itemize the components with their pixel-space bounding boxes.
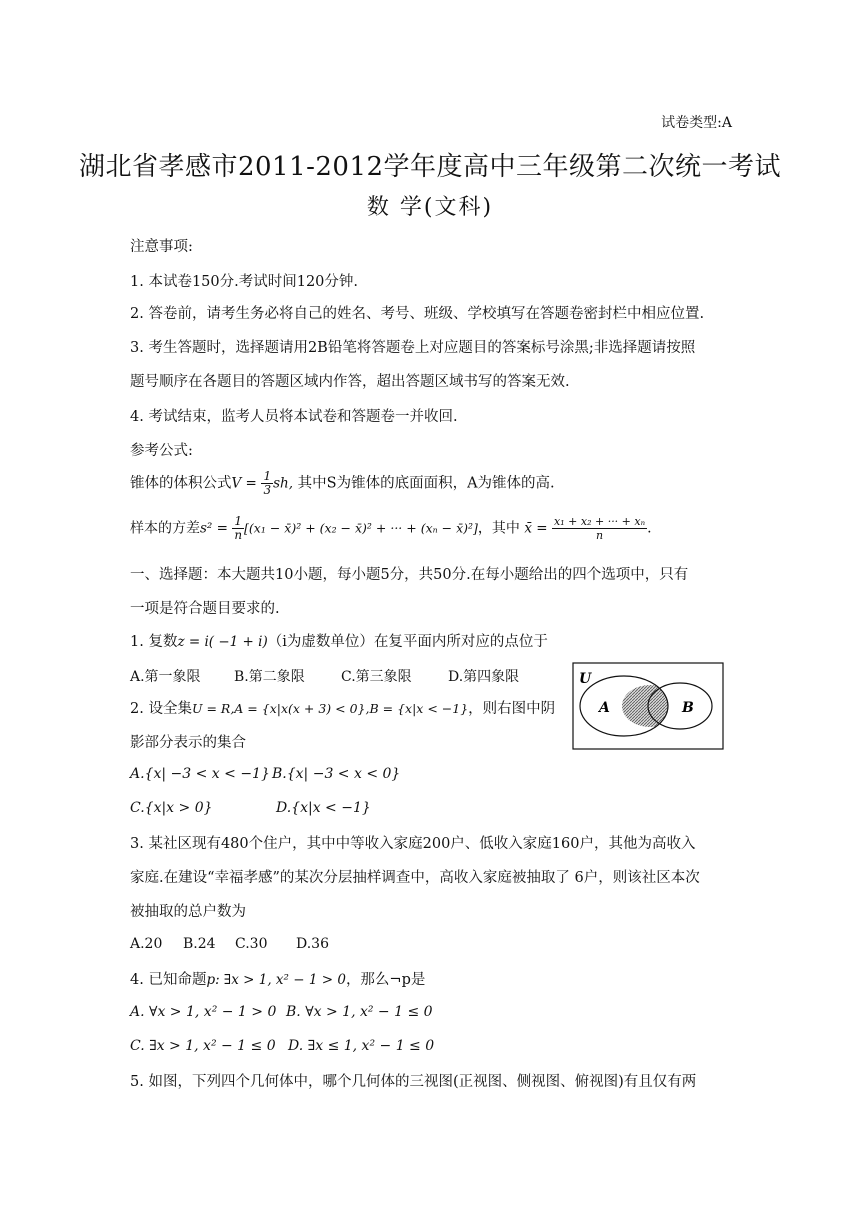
variance-formula	[130, 515, 652, 542]
q4-option-a: A. ∀x > 1, x² − 1 > 0	[130, 1004, 277, 1020]
q4-option-c: C. ∃x > 1, x² − 1 ≤ 0	[130, 1038, 276, 1054]
q1-option-c: C.第三象限	[341, 669, 412, 685]
q2-option-d: D.{x|x < −1}	[276, 800, 371, 816]
exam-subtitle: 数 学(文科)	[366, 195, 494, 220]
q4-option-d: D. ∃x ≤ 1, x² − 1 ≤ 0	[288, 1038, 435, 1054]
q1-prefix: 1. 复数	[130, 634, 178, 650]
section-intro: 一、选择题：本大题共10小题，每小题5分，共50分.在每小题给出的四个选项中，只有	[130, 567, 689, 583]
note-item: 1. 本试卷150分.考试时间120分钟.	[130, 274, 359, 290]
question-3: 被抽取的总户数为	[130, 904, 246, 920]
question-5: 5. 如图，下列四个几何体中，哪个几何体的三视图(正视图、侧视图、俯视图)有且仅有两	[130, 1074, 697, 1090]
note-item: 2. 答卷前，请考生务必将自己的姓名、考号、班级、学校填写在答题卷密封栏中相应位置.	[130, 306, 705, 322]
question-3: 3. 某社区现有480个住户，其中中等收入家庭200户、低收入家庭160户，其他为高收入	[130, 836, 696, 852]
question-2-line2: 影部分表示的集合	[130, 735, 246, 751]
mean-fraction	[552, 515, 647, 542]
q1-option-b: B.第二象限	[234, 669, 305, 685]
q2-suffix: ，则右图中阴	[468, 701, 556, 717]
q2-prefix: 2. 设全集	[130, 701, 192, 717]
paper-type: 试卷类型:A	[661, 115, 732, 131]
q2-option-a: A.{x| −3 < x < −1}	[130, 766, 270, 782]
variance-end: .	[647, 520, 652, 537]
q3-option-b: B.24	[183, 936, 216, 952]
mean-lhs: x̄ =	[524, 520, 548, 537]
q2-option-b: B.{x| −3 < x < 0}	[272, 766, 401, 782]
cone-fraction	[261, 470, 273, 497]
notes-heading: 注意事项:	[130, 239, 193, 255]
note-item: 4. 考试结束，监考人员将本试卷和答题卷一并收回.	[130, 409, 458, 425]
mean-denominator: n	[596, 529, 604, 542]
q3-option-a: A.20	[130, 936, 163, 952]
q4-expression: p: ∃x > 1, x² − 1 > 0	[206, 972, 346, 988]
venn-diagram	[572, 662, 724, 750]
q1-expression: z = i( −1 + i)	[177, 634, 268, 650]
q1-option-a: A.第一象限	[130, 669, 201, 685]
cone-prefix: 锥体的体积公式	[130, 475, 232, 492]
question-4	[130, 970, 425, 990]
universe-label: U	[579, 671, 592, 687]
formulas-heading: 参考公式:	[130, 443, 193, 459]
cone-rhs: sh,	[273, 475, 294, 492]
q3-option-d: D.36	[296, 936, 329, 952]
mean-numerator: x₁ + x₂ + ··· + xₙ	[554, 515, 646, 528]
set-b-label: B	[682, 700, 694, 716]
cone-denominator: 3	[263, 483, 272, 497]
q2-expression: U = R,A = {x|x(x + 3) < 0},B = {x|x < −1}	[191, 701, 469, 716]
variance-lhs: s² =	[200, 520, 228, 537]
cone-volume-formula	[130, 470, 555, 497]
variance-mid: ，其中	[477, 520, 520, 537]
q2-option-c: C.{x|x > 0}	[130, 800, 213, 816]
cone-numerator: 1	[263, 469, 272, 483]
q3-option-c: C.30	[235, 936, 268, 952]
set-a-label: A	[599, 700, 610, 716]
exam-title: 湖北省孝感市2011-2012学年度高中三年级第二次统一考试	[78, 152, 782, 182]
q4-prefix: 4. 已知命题	[130, 972, 207, 988]
cone-suffix: 其中S为锥体的底面面积，A为锥体的高.	[297, 475, 555, 492]
variance-fraction	[232, 515, 244, 542]
variance-denominator: n	[234, 528, 243, 542]
note-item: 3. 考生答题时，选择题请用2B铅笔将答题卷上对应题目的答案标号涂黑;非选择题请按照	[130, 340, 696, 356]
q1-option-d: D.第四象限	[448, 669, 520, 685]
q4-option-b: B. ∀x > 1, x² − 1 ≤ 0	[286, 1004, 433, 1020]
question-2	[130, 699, 555, 719]
q4-suffix: ，那么¬p是	[345, 972, 426, 988]
variance-numerator: 1	[234, 514, 243, 528]
section-intro: 一项是符合题目要求的.	[130, 601, 280, 617]
question-3: 家庭.在建设“幸福孝感”的某次分层抽样调查中，高收入家庭被抽取了 6户，则该社区本次	[130, 870, 700, 886]
q1-suffix: （i为虚数单位）在复平面内所对应的点位于	[267, 634, 548, 650]
cone-lhs: V =	[231, 475, 257, 492]
question-1	[130, 632, 548, 652]
variance-prefix: 样本的方差	[130, 520, 200, 537]
note-item: 题号顺序在各题目的答题区域内作答，超出答题区域书写的答案无效.	[130, 374, 570, 390]
variance-sum: [(x₁ − x̄)² + (x₂ − x̄)² + ··· + (xₙ − x̄)²]	[244, 520, 478, 536]
